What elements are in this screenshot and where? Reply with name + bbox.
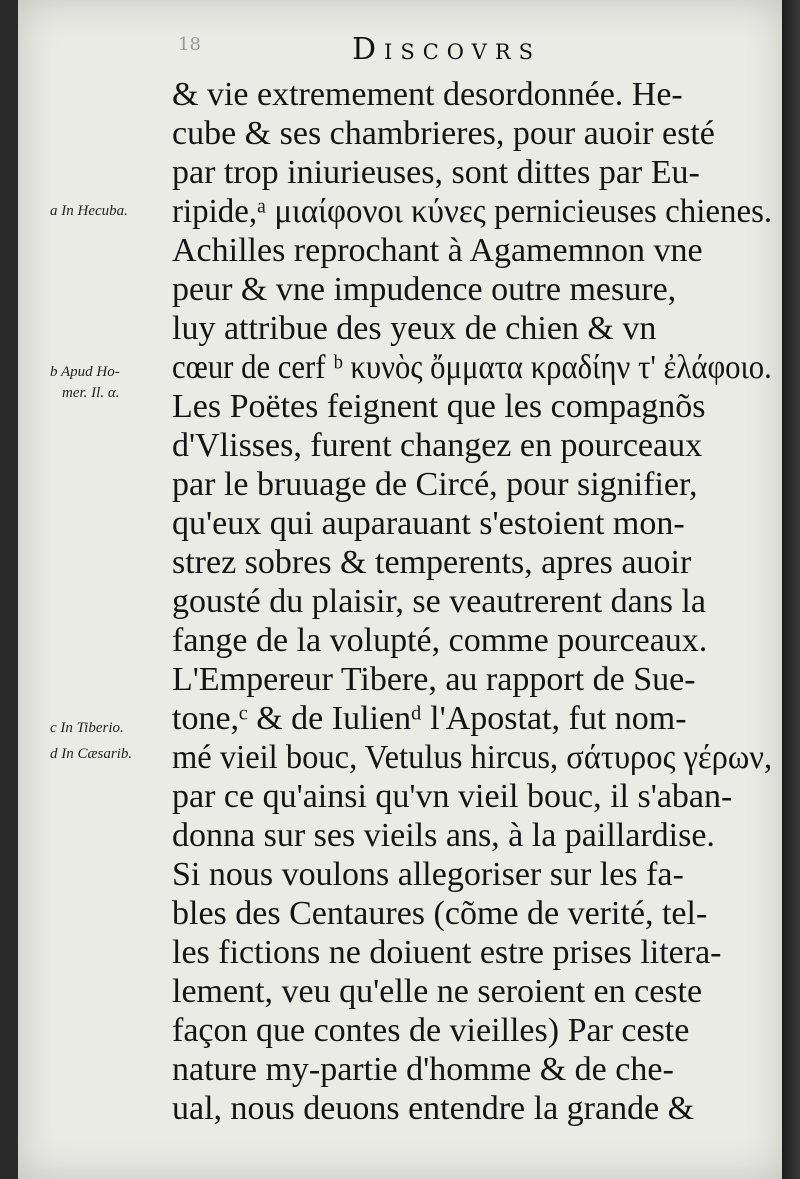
margin-note: c In Tiberio.	[50, 720, 124, 736]
margin-note: b Apud Ho-	[50, 364, 120, 380]
margin-note: mer. Il. α.	[62, 385, 120, 401]
text-line: mé vieil bouc, Vetulus hircus, σάτυρος γέρων,	[172, 739, 773, 776]
text-line: fange de la volupté, comme pourceaux.	[172, 622, 708, 659]
margin-note: d In Cæsarib.	[50, 746, 133, 762]
text-line: cœur de cerf ᵇ κυνὸς ὄμματα κραδίην τ' ἐλάφοιο.	[172, 349, 772, 386]
text-line: ual, nous deuons entendre la grande &	[172, 1090, 695, 1127]
text-line: les fictions ne doiuent estre prises litera-	[172, 934, 722, 971]
text-line: Achilles reprochant à Agamemnon vne	[172, 232, 703, 269]
text-line: par ce qu'ainsi qu'vn vieil bouc, il s'aban-	[172, 778, 733, 815]
text-line: par trop iniurieuses, sont dittes par Eu-	[172, 154, 700, 191]
text-line: Les Poëtes feignent que les compagnõs	[172, 388, 706, 425]
page-edge	[782, 0, 800, 1179]
margin-note: a In Hecuba.	[50, 203, 128, 219]
folio-number: 18	[178, 34, 201, 55]
text-line: luy attribue des yeux de chien & vn	[172, 310, 657, 347]
text-line: d'Vlisses, furent changez en pourceaux	[172, 427, 703, 464]
text-line: par le bruuage de Circé, pour signifier,	[172, 466, 698, 503]
text-line: strez sobres & temperents, apres auoir	[172, 544, 692, 581]
text-line: ripide,ᵃ μιαίφονοι κύνες pernicieuses chienes.	[172, 193, 773, 230]
text-line: bles des Centaures (cõme de verité, tel-	[172, 895, 708, 932]
text-line: tone,ᶜ & de Iulienᵈ l'Apostat, fut nom-	[172, 700, 687, 737]
text-line: donna sur ses vieils ans, à la paillardise.	[172, 817, 715, 854]
text-line: Si nous voulons allegoriser sur les fa-	[172, 856, 684, 893]
running-title: Discovrs	[352, 32, 542, 67]
text-line: L'Empereur Tibere, au rapport de Sue-	[172, 661, 696, 698]
text-line: & vie extremement desordonnée. He-	[172, 76, 683, 113]
text-line: façon que contes de vieilles) Par ceste	[172, 1012, 690, 1049]
text-line: qu'eux qui auparauant s'estoient mon-	[172, 505, 685, 542]
text-line: gousté du plaisir, se veautrerent dans la	[172, 583, 706, 620]
text-line: peur & vne impudence outre mesure,	[172, 271, 677, 308]
text-line: lement, veu qu'elle ne seroient en ceste	[172, 973, 703, 1010]
text-line: nature my-partie d'homme & de che-	[172, 1051, 674, 1088]
text-line: cube & ses chambrieres, pour auoir esté	[172, 115, 715, 152]
